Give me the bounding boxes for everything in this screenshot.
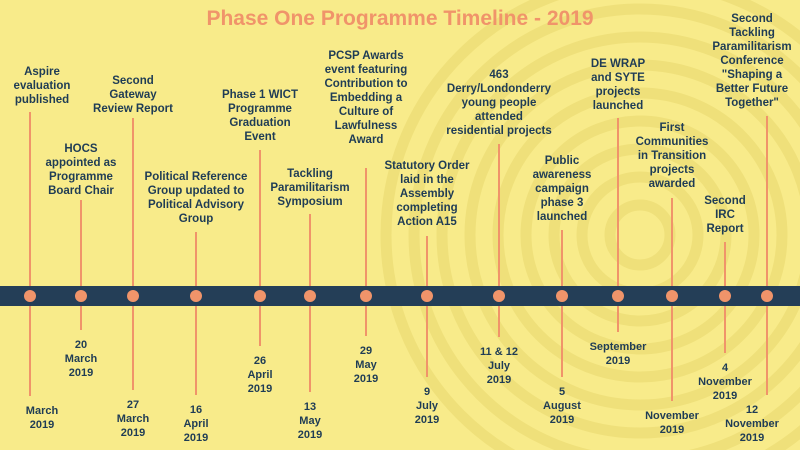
milestone-dot — [719, 290, 731, 302]
milestone-label: DE WRAP and SYTE projects launched — [590, 58, 646, 112]
milestone-connector-bottom — [365, 304, 367, 336]
milestone-connector-bottom — [766, 304, 768, 395]
milestone-connector-bottom — [617, 304, 619, 332]
milestone-dot — [666, 290, 678, 302]
milestone-connector-bottom — [426, 304, 428, 377]
milestone-date: March 2019 — [25, 405, 59, 431]
milestone-date: 27 March 2019 — [116, 399, 150, 439]
milestone-dot — [556, 290, 568, 302]
milestone-date: 9 July 2019 — [414, 386, 440, 426]
timeline-bar — [0, 286, 800, 306]
milestone-date: 12 November 2019 — [725, 404, 779, 444]
milestone-connector-top — [561, 230, 563, 288]
milestone-date: November 2019 — [645, 410, 699, 436]
milestone-date: 16 April 2019 — [183, 404, 209, 444]
milestone-connector-top — [498, 144, 500, 288]
milestone-date: 4 November 2019 — [698, 362, 752, 402]
milestone-connector-top — [195, 232, 197, 288]
milestone-connector-bottom — [561, 304, 563, 377]
milestone-label: Political Reference Group updated to Political Advisory Group — [144, 171, 248, 225]
milestone-connector-top — [309, 214, 311, 288]
milestone-connector-top — [29, 112, 31, 288]
milestone-date: 5 August 2019 — [543, 386, 581, 426]
milestone-connector-bottom — [195, 304, 197, 395]
milestone-label: PCSP Awards event featuring Contribution to Embedding a Culture of Lawfulness Award — [324, 50, 408, 146]
milestone-label: Statutory Order laid in the Assembly completing Action A15 — [384, 160, 470, 228]
milestone-dot — [127, 290, 139, 302]
milestone-connector-bottom — [132, 304, 134, 390]
milestone-dot — [190, 290, 202, 302]
milestone-label: 463 Derry/Londonderry young people attended residential projects — [446, 69, 552, 137]
milestone-label: HOCS appointed as Programme Board Chair — [45, 143, 117, 197]
milestone-label: Public awareness campaign phase 3 launched — [532, 155, 592, 223]
milestone-date: 20 March 2019 — [64, 339, 98, 379]
milestone-connector-top — [766, 116, 768, 288]
milestone-connector-bottom — [29, 304, 31, 396]
milestone-connector-bottom — [80, 304, 82, 330]
milestone-label: Aspire evaluation published — [13, 66, 71, 106]
milestone-connector-top — [617, 118, 619, 288]
milestone-connector-top — [80, 200, 82, 288]
milestone-connector-bottom — [724, 304, 726, 353]
milestone-date: September 2019 — [589, 341, 647, 367]
milestone-dot — [254, 290, 266, 302]
milestone-connector-top — [426, 236, 428, 288]
milestone-connector-bottom — [259, 304, 261, 346]
milestone-label: Second Tackling Paramilitarism Conference "Shaping a Better Future Together" — [712, 13, 792, 109]
milestone-connector-bottom — [309, 304, 311, 392]
page-title: Phase One Programme Timeline - 2019 — [206, 7, 594, 30]
milestone-label: Second IRC Report — [704, 195, 746, 235]
milestone-connector-top — [365, 168, 367, 288]
milestone-date: 26 April 2019 — [247, 355, 273, 395]
milestone-label: Second Gateway Review Report — [93, 75, 173, 115]
milestone-label: Phase 1 WICT Programme Graduation Event — [221, 89, 299, 143]
milestone-date: 29 May 2019 — [353, 345, 379, 385]
milestone-dot — [612, 290, 624, 302]
milestone-label: First Communities in Transition projects awarded — [635, 122, 709, 190]
milestone-connector-top — [724, 242, 726, 288]
milestone-dot — [493, 290, 505, 302]
milestone-dot — [421, 290, 433, 302]
milestone-date: 11 & 12 July 2019 — [480, 346, 518, 386]
milestone-date: 13 May 2019 — [297, 401, 323, 441]
milestone-dot — [761, 290, 773, 302]
milestone-connector-top — [671, 198, 673, 288]
milestone-label: Tackling Paramilitarism Symposium — [270, 168, 350, 208]
milestone-dot — [75, 290, 87, 302]
milestone-connector-bottom — [671, 304, 673, 401]
milestone-dot — [360, 290, 372, 302]
milestone-dot — [24, 290, 36, 302]
milestone-dot — [304, 290, 316, 302]
milestone-connector-bottom — [498, 304, 500, 337]
